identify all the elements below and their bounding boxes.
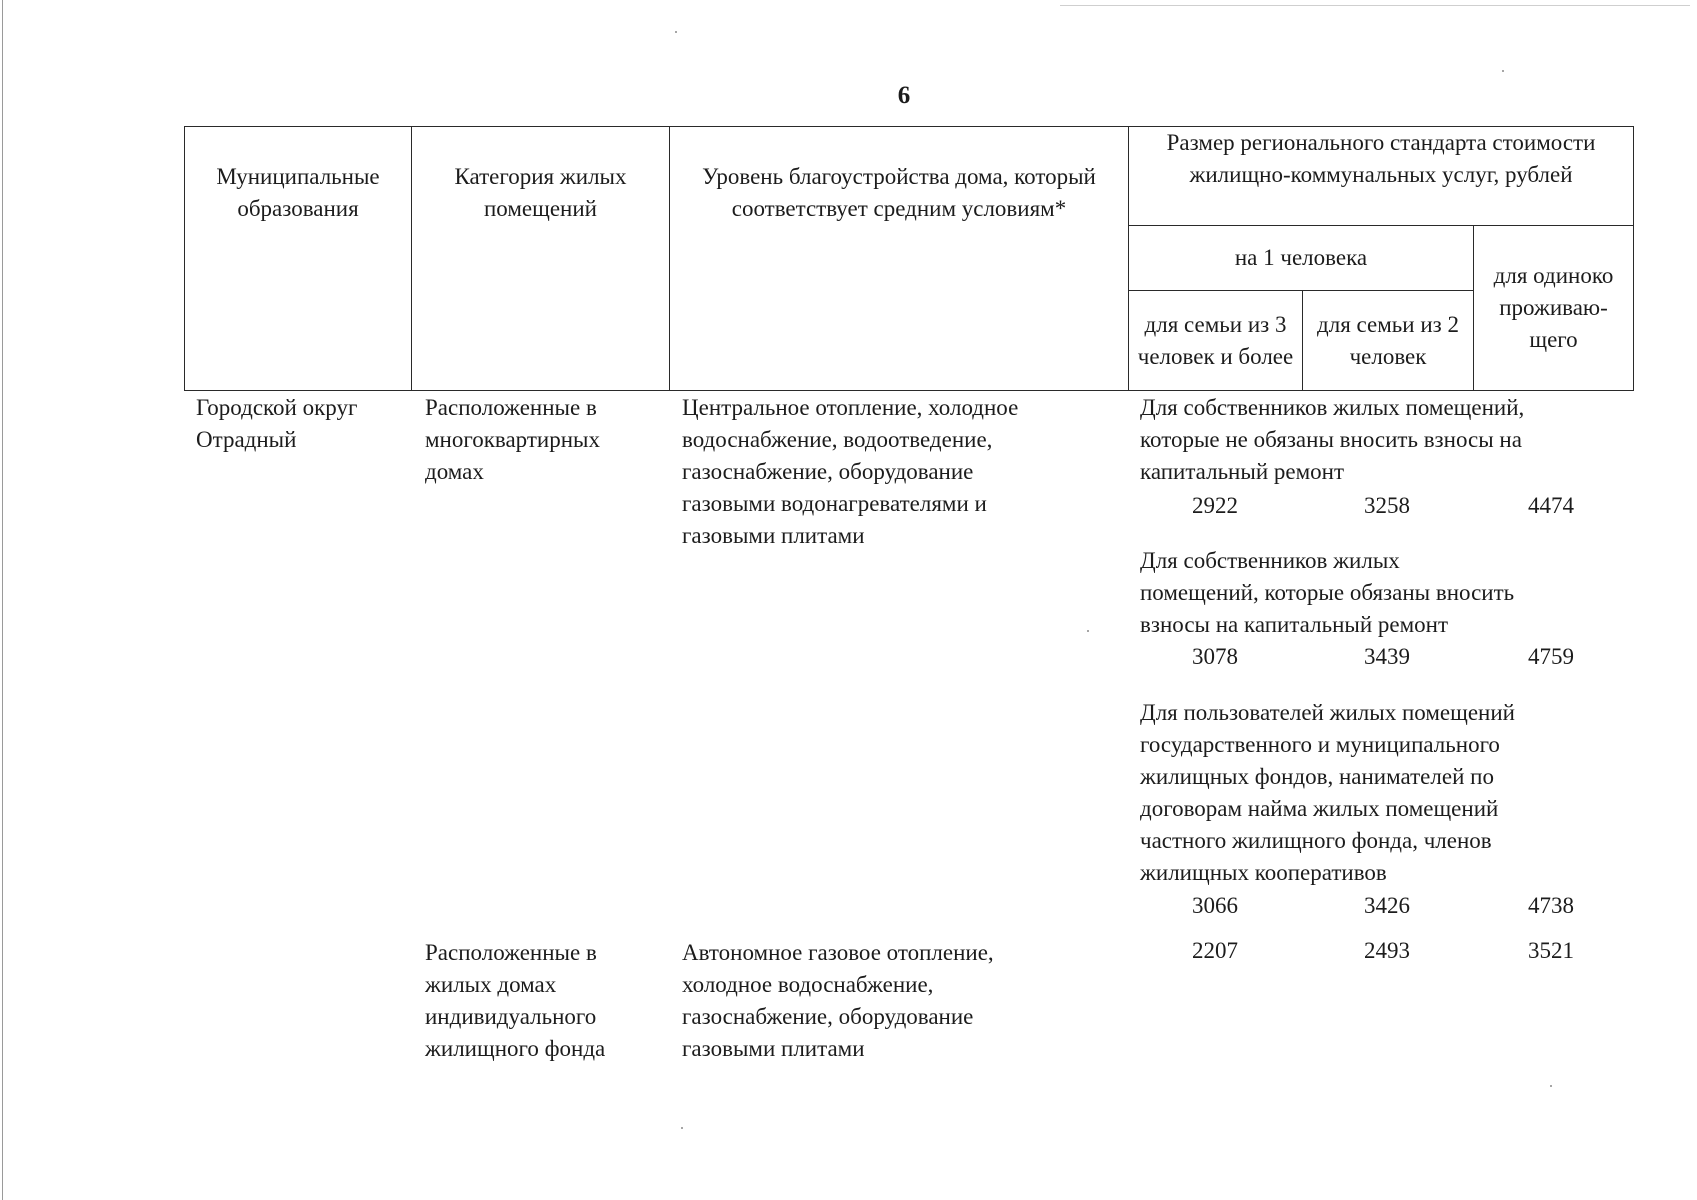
header-single: для одиноко проживаю-щего xyxy=(1474,226,1634,391)
row1-category: Расположенные в многоквартирных домах xyxy=(425,395,600,484)
scan-edge-left xyxy=(2,0,3,1200)
row2-category: Расположенные в жилых домах индивидуального жилищного фонда xyxy=(425,940,606,1061)
scan-speck xyxy=(1502,70,1504,72)
header-standard-size: Размер регионального стандарта стоимости жилищно-коммунальных услуг, рублей xyxy=(1129,127,1634,226)
group3-single-value: 4738 xyxy=(1528,893,1574,918)
header-per-person: на 1 человека xyxy=(1129,226,1474,291)
group3-family2-value: 3426 xyxy=(1364,893,1410,918)
group1-family2-value: 3258 xyxy=(1364,493,1410,518)
header-family-2: для семьи из 2 человек xyxy=(1303,291,1474,391)
group3-family3-value: 3066 xyxy=(1192,893,1238,918)
scan-speck xyxy=(1550,1085,1552,1087)
row1-municipality: Городской округ Отрадный xyxy=(196,395,358,452)
scan-speck xyxy=(681,1127,683,1129)
group2-family3-value: 3078 xyxy=(1192,644,1238,669)
scan-edge-top xyxy=(1060,5,1690,6)
header-level: Уровень благоустройства дома, который соответствует средним условиям* xyxy=(670,127,1129,391)
group2-label: Для собственников жилых помещений, которые обязаны вносить взносы на капитальный ремонт xyxy=(1140,548,1515,637)
header-family-3: для семьи из 3 человек и более xyxy=(1129,291,1303,391)
row1-level: Центральное отопление, холодное водоснабжение, водоотведение, газоснабжение, оборудование газовыми водонагревателями и газовыми плитами xyxy=(682,395,1019,548)
header-category: Категория жилых помещений xyxy=(412,127,670,391)
row2-family3-value: 2207 xyxy=(1192,938,1238,963)
row2-single-value: 3521 xyxy=(1528,938,1574,963)
group2-family2-value: 3439 xyxy=(1364,644,1410,669)
group2-single-value: 4759 xyxy=(1528,644,1574,669)
row2-family2-value: 2493 xyxy=(1364,938,1410,963)
header-municipalities: Муниципальные образования xyxy=(185,127,412,391)
group1-single-value: 4474 xyxy=(1528,493,1574,518)
row2-level: Автономное газовое отопление, холодное водоснабжение, газоснабжение, оборудование газовыми плитами xyxy=(682,940,994,1061)
table-header xyxy=(184,126,1634,391)
scan-speck xyxy=(675,31,677,33)
scan-speck xyxy=(1087,630,1089,632)
group3-label: Для пользователей жилых помещений государственного и муниципального жилищных фондов, нанимателей по договорам найма жилых помещений частного жилищного фонда, членов жилищных кооперативов xyxy=(1140,700,1515,885)
group1-family3-value: 2922 xyxy=(1192,493,1238,518)
group1-label: Для собственников жилых помещений, которые не обязаны вносить взносы на капитальный ремонт xyxy=(1140,395,1525,484)
page-number: 6 xyxy=(897,82,911,109)
